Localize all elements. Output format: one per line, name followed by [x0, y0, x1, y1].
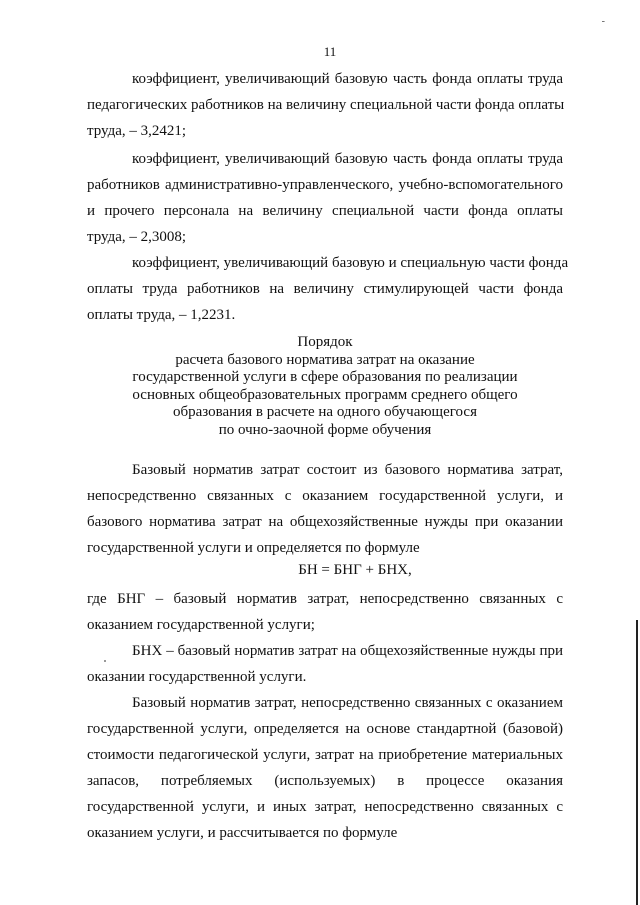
section-title-line: по очно-заочной форме обучения [218, 421, 432, 438]
text-line: коэффициент, увеличивающий базовую часть фонда оплаты труда [132, 71, 563, 87]
text-line: оплаты труда, – 1,2231. [87, 307, 236, 323]
text-line: Базовый норматив затрат, непосредственно связанных с оказанием [132, 695, 563, 711]
intro-paragraph-1 [87, 66, 563, 144]
text-line: оплаты труда работников на величину стимулирующей части фонда [87, 281, 563, 297]
text-line: где БНГ – базовый норматив затрат, непосредственно связанных с [87, 591, 563, 607]
text-line: педагогических работников на величину специальной части фонда оплаты [87, 97, 565, 113]
main-paragraph-2 [87, 586, 563, 638]
text-line: запасов, потребляемых (используемых) в процессе оказания [87, 773, 563, 789]
text-line: БНХ – базовый норматив затрат на общехозяйственные нужды при [132, 643, 563, 659]
main-paragraph-3 [87, 638, 563, 690]
section-title-line: образования в расчете на одного обучающегося [173, 404, 477, 420]
scan-edge-line [636, 620, 638, 905]
scan-speck [104, 660, 106, 662]
text-line: государственной услуги, и иных затрат, непосредственно связанных с [87, 799, 563, 815]
text-line: непосредственно связанных с оказанием государственной услуги, и [87, 488, 563, 504]
intro-paragraph-3 [87, 250, 569, 328]
section-title-heading: Порядок [297, 334, 353, 350]
main-paragraph-1 [87, 457, 563, 561]
text-line: работников административно-управленческого, учебно-вспомогательного [87, 177, 563, 193]
section-title [87, 334, 563, 439]
section-title-line: государственной услуги в сфере образования по реализации [132, 369, 518, 385]
text-line: оказании государственной услуги. [87, 669, 307, 685]
text-line: коэффициент, увеличивающий базовую часть фонда оплаты труда [132, 151, 563, 167]
text-line: коэффициент, увеличивающий базовую и специальную части фонда [132, 255, 569, 271]
section-title-line: расчета базового норматива затрат на оказание [175, 351, 475, 368]
page-number: 11 [323, 44, 337, 59]
section-title-line: основных общеобразовательных программ среднего общего [132, 386, 518, 403]
text-line: стоимости педагогической услуги, затрат на приобретение материальных [87, 747, 563, 763]
main-paragraph-4 [87, 690, 563, 846]
scan-edge-mark: - [601, 16, 605, 27]
text-line: и прочего персонала на величину специальной части фонда оплаты [87, 203, 563, 219]
text-line: базового норматива затрат на общехозяйственные нужды при оказании [87, 514, 563, 530]
text-line: труда, – 2,3008; [87, 229, 187, 245]
text-line: труда, – 3,2421; [87, 123, 187, 139]
text-line: оказанием государственной услуги; [87, 617, 315, 633]
text-line: государственной услуги, определяется на основе стандартной (базовой) [87, 721, 563, 737]
text-line: Базовый норматив затрат состоит из базового норматива затрат, [132, 462, 563, 478]
text-line: государственной услуги и определяется по формуле [87, 540, 420, 556]
text-line: оказанием услуги, и рассчитывается по формуле [87, 825, 398, 841]
intro-paragraph-2 [87, 146, 563, 250]
formula: БН = БНГ + БНХ, [298, 562, 412, 578]
